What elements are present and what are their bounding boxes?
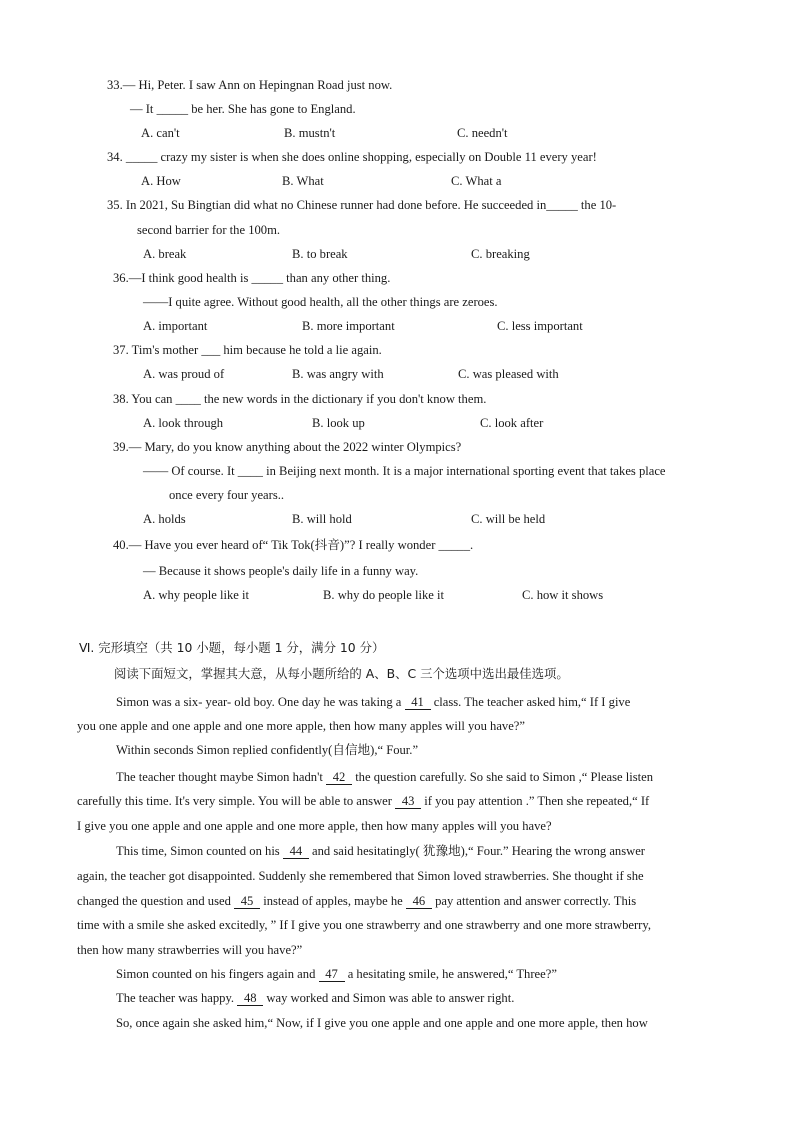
- question-38-option-b: B. look up: [312, 416, 365, 430]
- question-40-option-c: C. how it shows: [522, 588, 604, 602]
- question-39-reply: —— Of course. It ____ in Beijing next month. It is a major international sporting event that takes place: [143, 464, 666, 478]
- question-36-option-b: B. more important: [302, 319, 395, 333]
- question-37-option-a: A. was proud of: [143, 367, 225, 381]
- question-39-option-c: C. will be held: [471, 512, 546, 526]
- cloze-blank-48[interactable]: 48: [237, 992, 263, 1006]
- passage-line: [116, 990, 514, 1006]
- question-36-reply: ——I quite agree. Without good health, all the other things are zeroes.: [143, 295, 498, 309]
- question-40-option-a: A. why people like it: [143, 588, 249, 602]
- passage-line: [116, 966, 557, 982]
- question-37-option-c: C. was pleased with: [458, 367, 559, 381]
- passage-line: [116, 694, 630, 710]
- passage-line: [116, 843, 645, 859]
- passage-line: I give you one apple and one apple and one more apple, then how many apples will you have?: [77, 819, 552, 833]
- passage-line: So, once again she asked him,“ Now, if I give you one apple and one apple and one more apple, then how: [116, 1016, 648, 1030]
- passage-line: [77, 893, 636, 909]
- question-40-option-b: B. why do people like it: [323, 588, 445, 602]
- question-39-option-a: A. holds: [143, 512, 186, 526]
- question-34-option-b: B. What: [282, 174, 324, 188]
- question-36-option-c: C. less important: [497, 319, 583, 333]
- question-36-option-a: A. important: [143, 319, 208, 333]
- question-38-stem: 38. You can ____ the new words in the dictionary if you don't know them.: [113, 392, 487, 406]
- question-35-stem-cont: second barrier for the 100m.: [137, 223, 281, 237]
- question-36-stem: 36.—I think good health is _____ than any other thing.: [113, 271, 391, 285]
- section-title: Ⅵ. 完形填空（共 10 小题，每小题 1 分，满分 10 分）: [79, 640, 385, 655]
- passage-text: carefully this time. It's very simple. You will be able to answer: [77, 794, 392, 808]
- question-38-option-c: C. look after: [480, 416, 544, 430]
- question-33-reply: — It _____ be her. She has gone to England.: [130, 102, 356, 116]
- passage-line: [116, 769, 653, 785]
- passage-text: and said hesitatingly( 犹豫地),“ Four.” Hearing the wrong answer: [312, 844, 645, 858]
- passage-line: time with a smile she asked excitedly, ” If I give you one strawberry and one strawberry and one more strawberry,: [77, 918, 651, 932]
- question-33-option-c: C. needn't: [457, 126, 508, 140]
- cloze-blank-42[interactable]: 42: [326, 771, 352, 785]
- question-39-option-b: B. will hold: [292, 512, 352, 526]
- section-instruction: 阅读下面短文，掌握其大意，从每小题所给的 A、B、C 三个选项中选出最佳选项。: [114, 666, 569, 681]
- passage-text: pay attention and answer correctly. This: [435, 894, 637, 908]
- passage-line: you one apple and one apple and one more apple, then how many apples will you have?”: [77, 719, 525, 733]
- question-33-option-a: A. can't: [141, 126, 180, 140]
- passage-line: Within seconds Simon replied confidently(自信地),“ Four.”: [116, 743, 419, 757]
- cloze-blank-46[interactable]: 46: [406, 895, 432, 909]
- passage-text: Simon counted on his fingers again and: [116, 967, 316, 981]
- question-35-stem: 35. In 2021, Su Bingtian did what no Chinese runner had done before. He succeeded in_____ the 10-: [107, 198, 617, 212]
- passage-line: then how many strawberries will you have?”: [77, 943, 303, 957]
- passage-text: the question carefully. So she said to Simon ,“ Please listen: [355, 770, 654, 784]
- question-35-option-b: B. to break: [292, 247, 348, 261]
- question-33-option-b: B. mustn't: [284, 126, 336, 140]
- passage-line: [77, 793, 649, 809]
- question-37-option-b: B. was angry with: [292, 367, 384, 381]
- passage-text: a hesitating smile, he answered,“ Three?”: [347, 967, 557, 981]
- passage-text: This time, Simon counted on his: [116, 844, 280, 858]
- passage-text: Simon was a six- year- old boy. One day he was taking a: [116, 695, 402, 709]
- cloze-blank-41[interactable]: 41: [405, 696, 431, 710]
- passage-text: instead of apples, maybe he: [263, 894, 403, 908]
- question-34-option-a: A. How: [141, 174, 181, 188]
- question-37-stem: 37. Tim's mother ___ him because he told a lie again.: [113, 343, 382, 357]
- question-40-reply: — Because it shows people's daily life in a funny way.: [143, 564, 419, 578]
- cloze-blank-44[interactable]: 44: [283, 845, 309, 859]
- passage-line: again, the teacher got disappointed. Suddenly she remembered that Simon loved strawberries. She thought if she: [77, 869, 644, 883]
- passage-text: if you pay attention .” Then she repeated,“ If: [424, 794, 650, 808]
- question-39-reply-cont: once every four years..: [169, 488, 285, 502]
- passage-text: The teacher was happy.: [116, 991, 235, 1005]
- passage-text: changed the question and used: [77, 894, 231, 908]
- question-35-option-a: A. break: [143, 247, 187, 261]
- question-40-stem: 40.— Have you ever heard of“ Tik Tok(抖音)”? I really wonder _____.: [113, 538, 474, 552]
- cloze-blank-45[interactable]: 45: [234, 895, 260, 909]
- question-34-stem: 34. _____ crazy my sister is when she does online shopping, especially on Double 11 every year!: [107, 150, 597, 164]
- passage-text: class. The teacher asked him,“ If I give: [433, 695, 631, 709]
- cloze-blank-43[interactable]: 43: [395, 795, 421, 809]
- question-34-option-c: C. What a: [451, 174, 502, 188]
- question-33-stem: 33.— Hi, Peter. I saw Ann on Hepingnan Road just now.: [107, 78, 393, 92]
- passage-text: The teacher thought maybe Simon hadn't: [116, 770, 323, 784]
- cloze-blank-47[interactable]: 47: [319, 968, 345, 982]
- passage-text: way worked and Simon was able to answer right.: [266, 991, 515, 1005]
- question-38-option-a: A. look through: [143, 416, 224, 430]
- question-39-stem: 39.— Mary, do you know anything about the 2022 winter Olympics?: [113, 440, 462, 454]
- question-35-option-c: C. breaking: [471, 247, 530, 261]
